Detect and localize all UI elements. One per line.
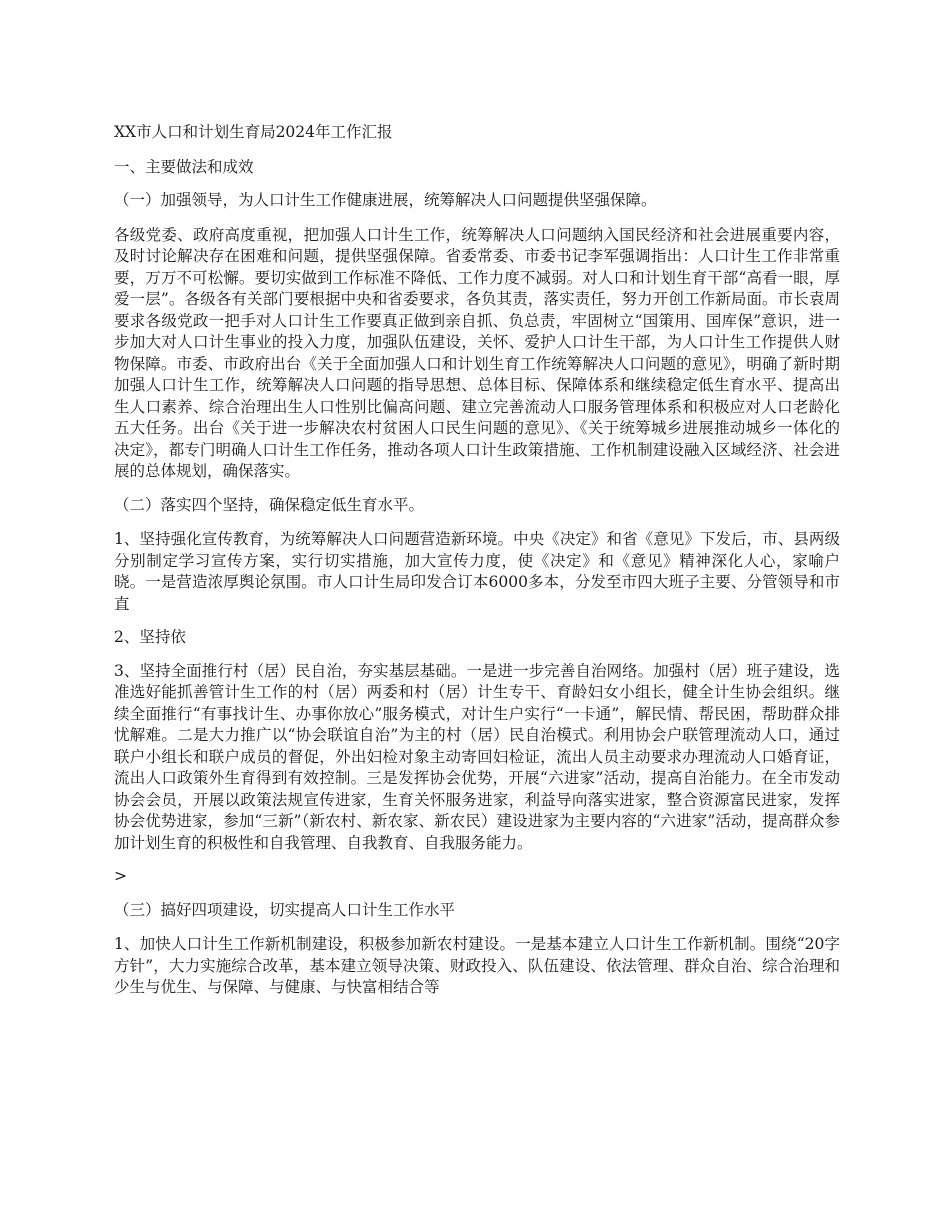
subsection-heading-1: （一）加强领导，为人口计生工作健康进展，统筹解决人口问题提供坚强保障。 [114, 191, 657, 209]
body-paragraph-3: 2、坚持依 [114, 628, 186, 646]
marker-text: > [114, 867, 127, 885]
document-page [114, 122, 840, 1011]
body-paragraph-5: 1、加快人口计生工作新机制建设，积极参加新农村建设。一是基本建立人口计生工作新机制。围绕“20字方针”，大力实施综合改革，基本建立领导决策、财政投入、队伍建设、依法管理、群众自治、综合治理和少生与优生、与保障、与健康、与快富相结合等 [114, 935, 840, 996]
subsection-heading-2: （二）落实四个坚持，确保稳定低生育水平。 [114, 495, 425, 514]
body-paragraph-1: 各级党委、政府高度重视，把加强人口计生工作，统筹解决人口问题纳入国民经济和社会进展重要内容，及时讨论解决存在困难和问题，提供坚强保障。省委常委、市委书记李军强调指出：人口计生工作非常重要，万万不可松懈。要切实做到工作标准不降低、工作力度不减弱。对人口和计划生育干部“高看一眼，厚爱一层”。各级各有关部门要根据中央和省委要求，各负其责，落实责任，努力开创工作新局面。市长袁周要求各级党政一把手对人口计生工作要真正做到亲自抓、负总责，牢固树立“国策用、国库保”意识，进一步加大对人口计生事业的投入力度，加强队伍建设，关怀、爱护人口计生干部，为人口计生工作提供人财物保障。市委、市政府出台《关于全面加强人口和计划生育工作统筹解决人口问题的意见》，明确了新时期加强人口计生工作，统筹解决人口问题的指导思想、总体目标、保障体系和继续稳定低生育水平、提高出生人口素养、综合治理出生人口性别比偏高问题、建立完善流动人口服务管理体系和积极应对人口老龄化五大任务。出台《关于进一步解决农村贫困人口民生问题的意见》、《关于统筹城乡进展推动城乡一体化的决定》，都专门明确人口计生工作任务，推动各项人口计生政策措施、工作机制建设融入区域经济、社会进展的总体规划，确保落实。 [114, 225, 840, 480]
section-heading-1: 一、主要做法和成效 [114, 157, 254, 176]
body-paragraph-2: 1、坚持强化宣传教育，为统筹解决人口问题营造新环境。中央《决定》和省《意见》下发后，市、县两级分别制定学习宣传方案，实行切实措施，加大宣传力度，使《决定》和《意见》精神深化人心，家喻户晓。一是营造浓厚舆论氛围。市人口计生局印发合订本6000多本，分发至市四大班子主要、分管领导和市直 [114, 530, 840, 613]
body-paragraph-4: 3、坚持全面推行村（居）民自治，夯实基层基础。一是进一步完善自治网络。加强村（居）班子建设，选准选好能抓善管计生工作的村（居）两委和村（居）计生专干、育龄妇女小组长，健全计生协会组织。继续全面推行“有事找计生、办事你放心”服务模式，对计生户实行“一卡通”，解民情、帮民困，帮助群众排忧解难。二是大力推广以“协会联谊自治”为主的村（居）民自治模式。利用协会户联管理流动人口，通过联户小组长和联户成员的督促，外出妇检对象主动寄回妇检证，流出人员主动要求办理流动人口婚育证，流出人口政策外生育得到有效控制。三是发挥协会优势，开展“六进家”活动，提高自治能力。在全市发动协会会员，开展以政策法规宣传进家，生育关怀服务进家，利益导向落实进家，整合资源富民进家，发挥协会优势进家，参加“三新”（新农村、新农家、新农民）建设进家为主要内容的“六进家”活动，提高群众参加计划生育的积极性和自我管理、自我教育、自我服务能力。 [114, 661, 840, 852]
subsection-heading-3: （三）搞好四项建设，切实提高人口计生工作水平 [114, 900, 456, 919]
document-title: XX市人口和计划生育局2024年工作汇报 [114, 123, 393, 141]
